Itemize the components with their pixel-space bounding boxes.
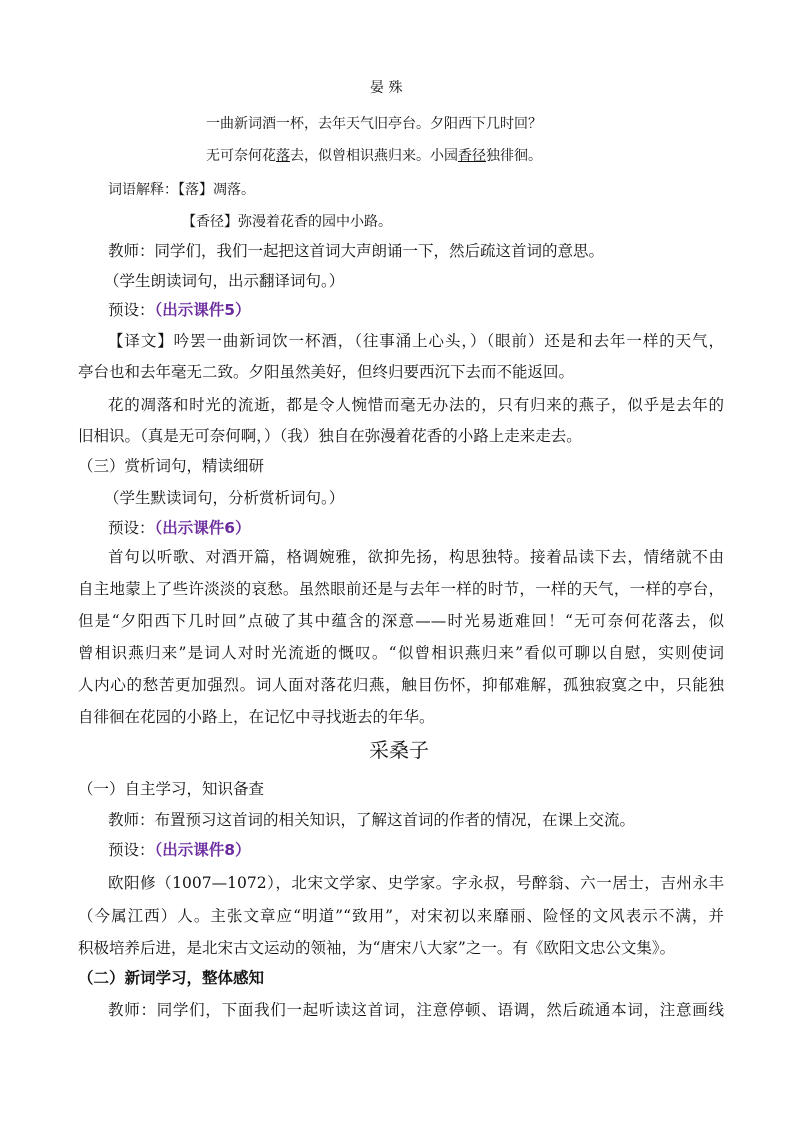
preset-2-label: 预设： bbox=[108, 519, 155, 537]
poem-line-2-underlined-xiangjing: 香径 bbox=[458, 148, 486, 164]
gloss-1: 词语解释：【落】凋落。 bbox=[108, 182, 255, 198]
poem-2-teacher-1: 教师：布置预习这首词的相关知识，了解这首词的作者的情况，在课上交流。 bbox=[108, 811, 636, 829]
translation-line-3: 花的凋落和时光的流逝，都是令人惋惜而毫无办法的，只有归来的燕子，似乎是去年的 bbox=[108, 396, 724, 414]
analysis-line-3: 但是“夕阳西下几时回”点破了其中蕴含的深意——时光易逝难回！“无可奈何花落去，似 bbox=[78, 612, 724, 630]
section-heading-3: （三）赏析词句，精读细研 bbox=[78, 457, 265, 475]
author-bio-line-1: 欧阳修（1007—1072），北宋文学家、史学家。字永叔，号醉翁、六一居士，吉州永丰 bbox=[108, 874, 724, 892]
poem-line-2-part-c: 去，似曾相识燕归来。小园 bbox=[290, 148, 458, 164]
translation-line-1: 【译文】吟罢一曲新词饮一杯酒，（往事涌上心头，）（眼前）还是和去年一样的天气， bbox=[108, 332, 724, 350]
poem-2-title: 采桑子 bbox=[369, 738, 429, 762]
student-activity-1: （学生朗读词句，出示翻译词句。） bbox=[104, 272, 345, 290]
translation-line-4: 旧相识。（真是无可奈何啊，）（我）独自在弥漫着花香的小路上走来走去。 bbox=[78, 427, 582, 445]
preset-1-courseware-link[interactable]: （出示课件5） bbox=[154, 301, 251, 319]
analysis-line-1: 首句以听歌、对酒开篇，格调婉雅，欲抑先扬，构思独特。接着品读下去，情绪就不由 bbox=[108, 548, 724, 566]
translation-line-2: 亭台也和去年毫无二致。夕阳虽然美好，但终归要西沉下去而不能返回。 bbox=[78, 363, 575, 381]
poem-2-teacher-2: 教师：同学们，下面我们一起听读这首词，注意停顿、语调，然后疏通本词，注意画线 bbox=[108, 1001, 724, 1019]
preset-1 bbox=[108, 300, 251, 320]
preset-1-label: 预设： bbox=[108, 301, 155, 319]
author-bio-line-3: 积极培养后进，是北宋古文运动的领袖，为“唐宋八大家”之一。有《欧阳文忠公文集》。 bbox=[78, 939, 676, 957]
poem-line-2-underlined-luo: 落 bbox=[276, 148, 290, 164]
poem-author: 晏 殊 bbox=[370, 80, 403, 96]
preset-2-courseware-link[interactable]: （出示课件6） bbox=[154, 519, 251, 537]
analysis-line-2: 自主地蒙上了些许淡淡的哀愁。虽然眼前还是与去年一样的时节，一样的天气，一样的亭台， bbox=[78, 580, 724, 598]
preset-2 bbox=[108, 518, 251, 538]
poem-line-2-part-a: 无可奈何花 bbox=[206, 148, 276, 164]
student-activity-2: （学生默读词句，分析赏析词句。） bbox=[104, 489, 345, 507]
poem-2-section-2: （二）新词学习，整体感知 bbox=[78, 968, 265, 987]
analysis-line-6: 自徘徊在花园的小路上，在记忆中寻找逝去的年华。 bbox=[78, 708, 435, 726]
author-bio-line-2: （今属江西）人。主张文章应“明道”“致用”，对宋初以来靡丽、险怪的文风表示不满，并 bbox=[78, 907, 724, 925]
analysis-line-4: 曾相识燕归来”是词人对时光流逝的慨叹。“似曾相识燕归来”看似可聊以自慰，实则使词 bbox=[78, 644, 724, 662]
poem-2-preset-label: 预设： bbox=[108, 841, 155, 859]
poem-line-2 bbox=[206, 146, 542, 166]
poem-line-2-part-e: 独徘徊。 bbox=[486, 148, 542, 164]
analysis-line-5: 人内心的愁苦更加强烈。词人面对落花归燕，触目伤怀，抑郁难解，孤独寂寞之中，只能独 bbox=[78, 676, 724, 694]
poem-2-section-1: （一）自主学习，知识备查 bbox=[78, 780, 265, 798]
poem-2-preset bbox=[108, 840, 251, 860]
poem-line-1: 一曲新词酒一杯，去年天气旧亭台。夕阳西下几时回？ bbox=[206, 116, 542, 132]
gloss-2: 【香径】弥漫着花香的园中小路。 bbox=[182, 214, 392, 230]
teacher-instruction-1: 教师：同学们，我们一起把这首词大声朗诵一下，然后疏这首词的意思。 bbox=[108, 242, 605, 260]
poem-2-courseware-link[interactable]: （出示课件8） bbox=[154, 841, 251, 859]
